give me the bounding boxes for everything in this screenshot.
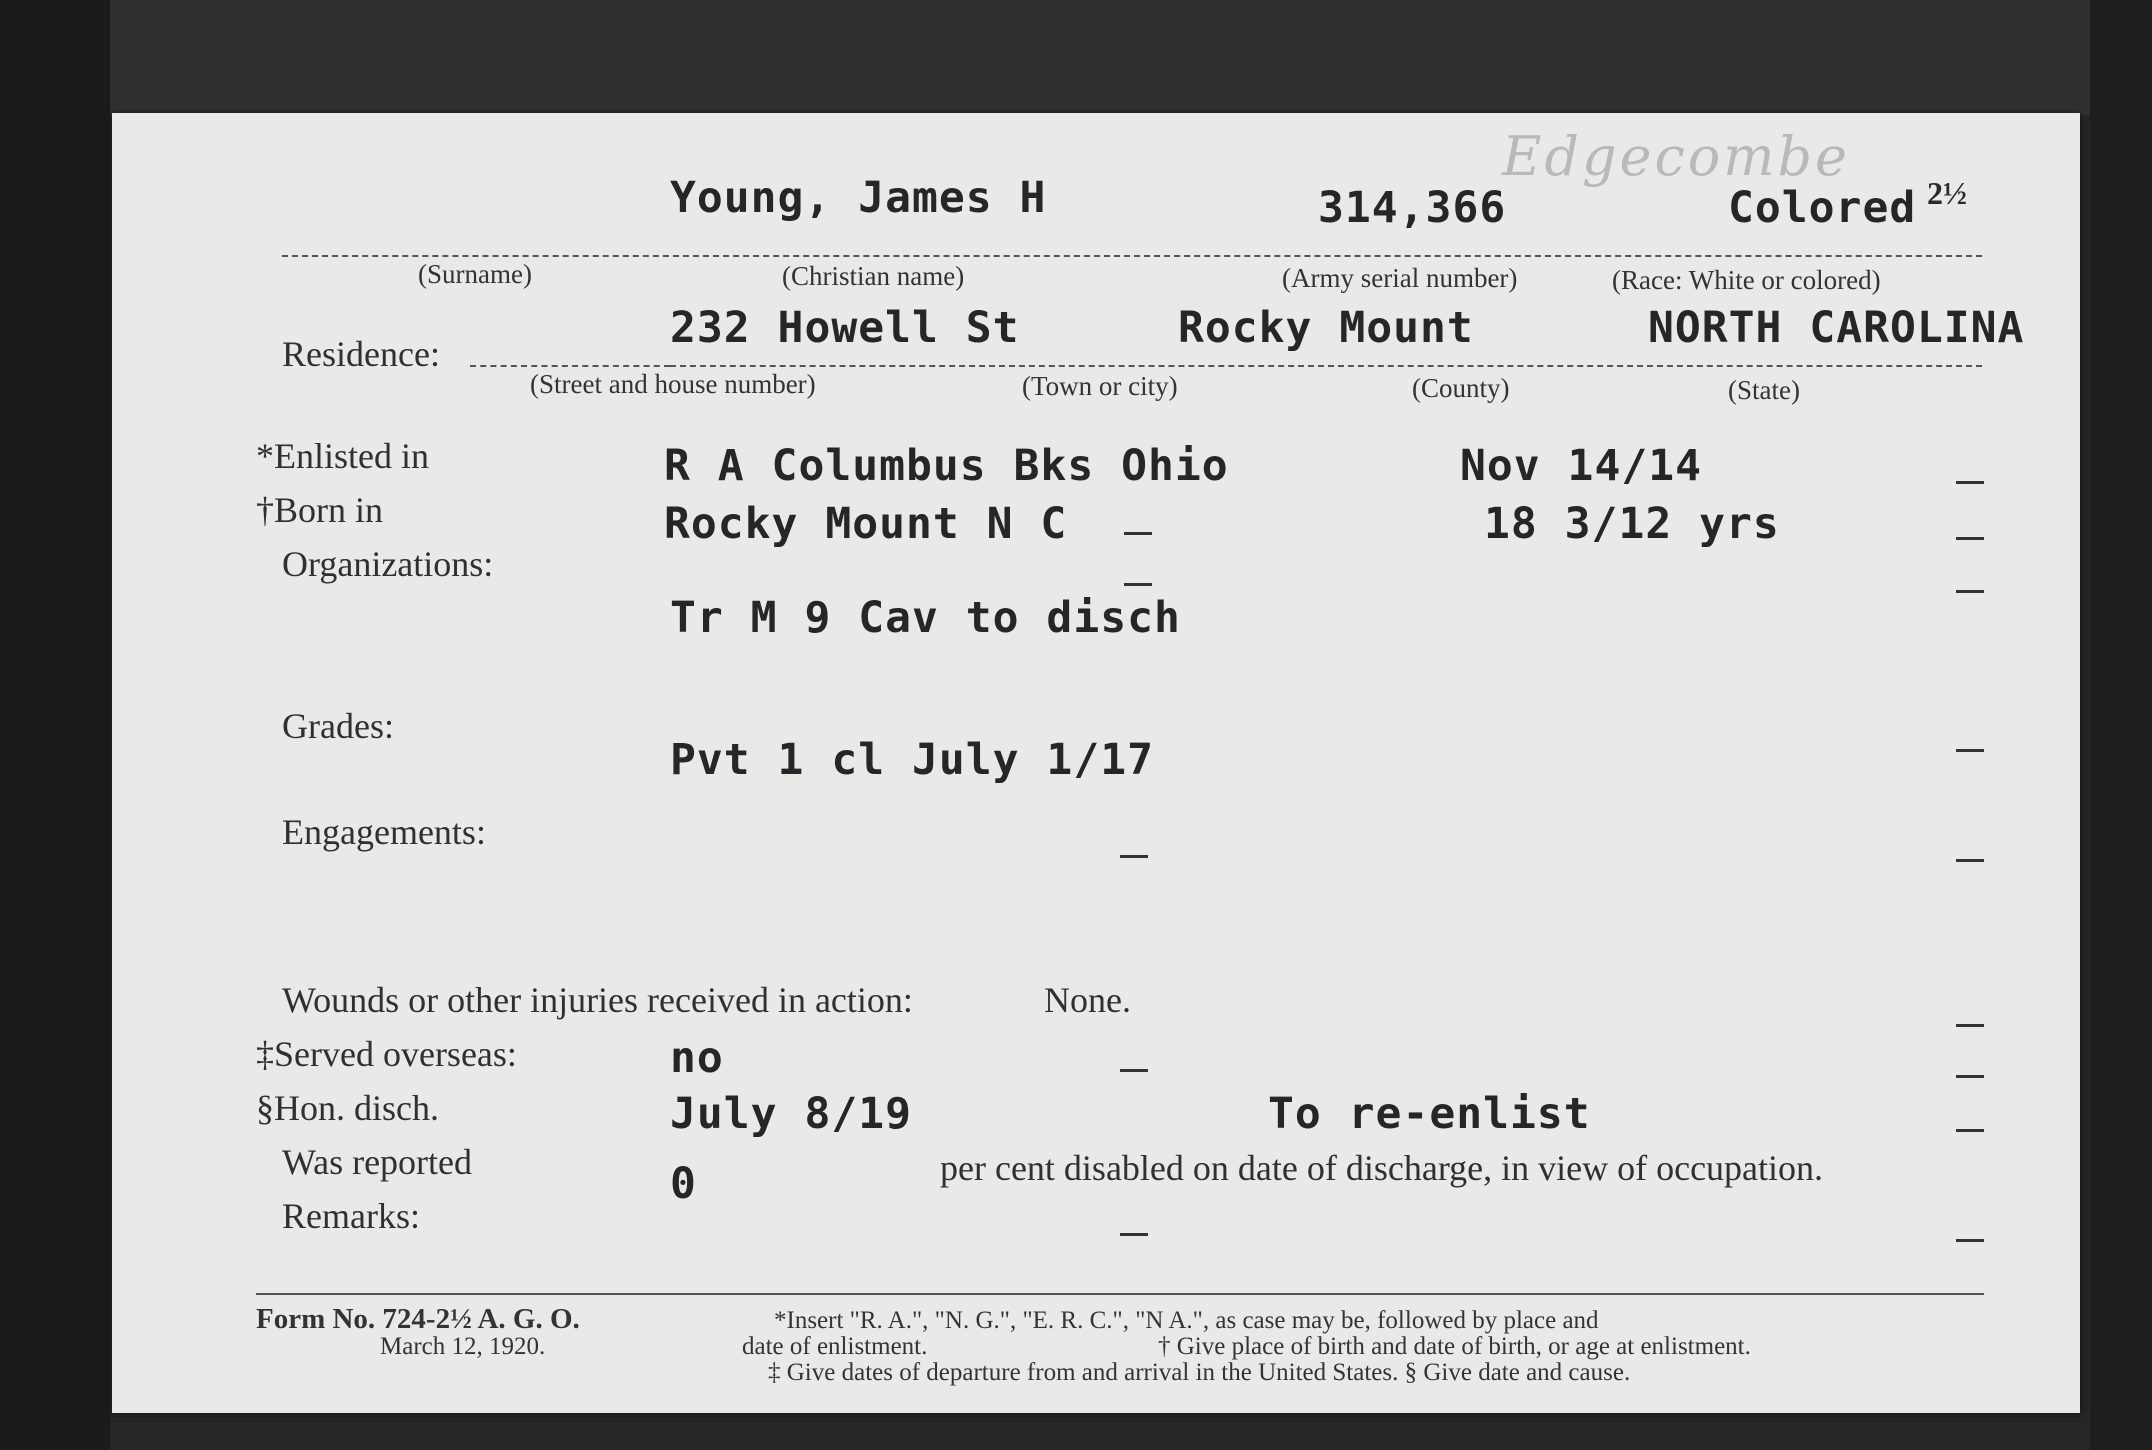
hon-disch-label: §Hon. disch.: [256, 1088, 439, 1128]
disability-text: per cent disabled on date of discharge, in view of occupation.: [940, 1148, 1824, 1188]
remarks-label: Remarks:: [282, 1196, 420, 1236]
residence-rule: [670, 365, 1982, 367]
residence-state: NORTH CAROLINA: [1648, 303, 2025, 353]
caption-surname: (Surname): [418, 259, 532, 289]
disability-percent: 0: [670, 1159, 697, 1209]
born-age: 18 3/12 yrs: [1484, 499, 1780, 549]
scan-background-left: [0, 0, 110, 1450]
scan-background-top: [0, 0, 2152, 115]
caption-street: (Street and house number): [530, 369, 816, 399]
race-note: 2½: [1927, 175, 1967, 211]
was-reported-label: Was reported: [282, 1142, 473, 1182]
footnote-overseas: ‡ Give dates of departure from and arrival in the United States. § Give date and cause.: [768, 1359, 1631, 1386]
residence-street: 232 Howell St: [670, 303, 1020, 353]
wounds-label: Wounds or other injuries received in action:: [282, 980, 913, 1020]
served-overseas-value: no: [670, 1033, 724, 1083]
served-overseas-label: ‡Served overseas:: [256, 1034, 517, 1074]
organizations-dash: [1124, 583, 1152, 586]
engagements-end-dash: [1956, 859, 1984, 862]
wounds-end-dash: [1956, 1024, 1984, 1027]
enlisted-date: Nov 14/14: [1460, 441, 1702, 491]
enlisted-label: *Enlisted in: [256, 436, 429, 476]
enlisted-place: R A Columbus Bks Ohio: [664, 441, 1229, 491]
caption-state: (State): [1728, 375, 1800, 405]
grades-value: Pvt 1 cl July 1/17: [670, 735, 1154, 785]
footnote-birth: † Give place of birth and date of birth, or age at enlistment.: [1158, 1333, 1751, 1360]
born-end-dash: [1956, 537, 1984, 540]
organizations-end-dash: [1956, 590, 1984, 593]
caption-christian-name: (Christian name): [782, 261, 965, 291]
residence-town: Rocky Mount: [1178, 303, 1474, 353]
engagements-dash: [1120, 855, 1148, 858]
county-handwritten-note: Edgecombe: [1502, 125, 1850, 188]
hon-disch-date: July 8/19: [670, 1089, 912, 1139]
caption-serial: (Army serial number): [1282, 263, 1518, 293]
race-value: Colored: [1728, 183, 1917, 233]
overseas-dash: [1120, 1069, 1148, 1072]
hon-disch-end-dash: [1956, 1129, 1984, 1132]
caption-county: (County): [1412, 373, 1510, 403]
engagements-label: Engagements:: [282, 812, 486, 852]
footnote-insert-cont: date of enlistment.: [742, 1333, 928, 1360]
overseas-end-dash: [1956, 1075, 1984, 1078]
hon-disch-note: To re-enlist: [1268, 1089, 1591, 1139]
header-rule: [282, 255, 1982, 257]
scan-background-right: [2090, 0, 2152, 1450]
residence-label: Residence:: [282, 334, 440, 374]
remarks-end-dash: [1956, 1239, 1984, 1242]
form-number: Form No. 724-2½ A. G. O.: [256, 1303, 580, 1335]
enlisted-end-dash: [1956, 481, 1984, 484]
caption-race: (Race: White or colored): [1612, 265, 1881, 295]
grades-end-dash: [1956, 749, 1984, 752]
remarks-dash: [1120, 1233, 1148, 1236]
soldier-name: Young, James H: [670, 173, 1047, 223]
born-place: Rocky Mount N C: [664, 499, 1068, 549]
wounds-value: None.: [1044, 980, 1131, 1020]
born-place-dash: [1124, 532, 1152, 535]
form-date: March 12, 1920.: [380, 1333, 546, 1360]
caption-town: (Town or city): [1022, 371, 1178, 401]
organizations-label: Organizations:: [282, 544, 494, 584]
footnote-insert: *Insert "R. A.", "N. G.", "E. R. C.", "N A.", as case may be, followed by place and: [774, 1307, 1599, 1334]
grades-label: Grades:: [282, 706, 394, 746]
residence-label-leader: [470, 365, 670, 367]
born-label: †Born in: [256, 490, 384, 530]
organizations-value: Tr M 9 Cav to disch: [670, 593, 1181, 643]
service-record-card: [112, 113, 2080, 1413]
army-serial-number: 314,366: [1318, 183, 1507, 233]
footer-rule: [256, 1293, 1984, 1295]
